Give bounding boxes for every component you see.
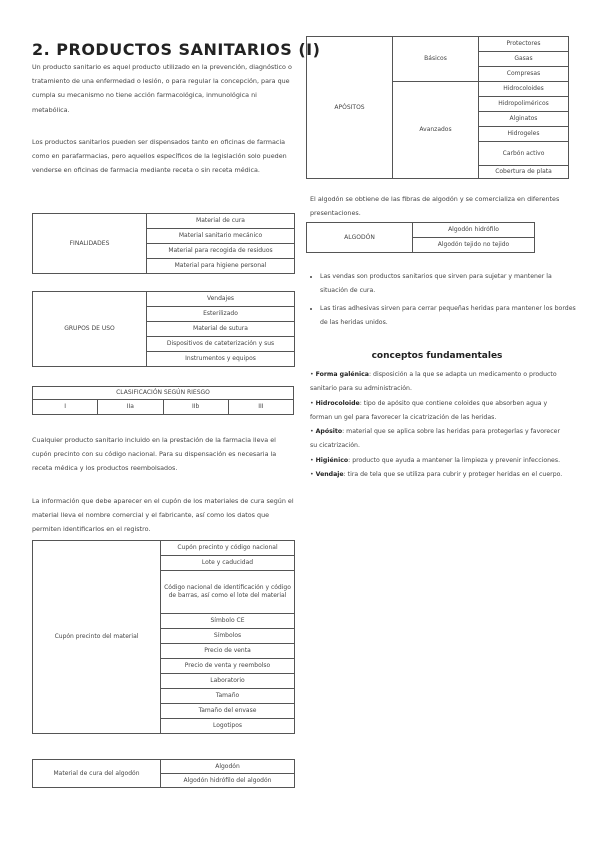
table-row: Lote y caducidad	[161, 556, 295, 571]
list-item: • Apósito: material que se aplica sobre las heridas para protegerlas y favorecer su cicatrización.	[310, 428, 560, 450]
table-cell: III	[228, 400, 293, 415]
table-finalidades	[32, 213, 295, 274]
table-row: Código nacional de identificación y código de barras, así como el lote del material	[161, 571, 295, 614]
intro-paragraph-2: Los productos sanitarios pueden ser dispensados tanto en oficinas de farmacia como en parafarmacias, pero aquellos específicos de la legislación solo pueden venderse en oficinas de farmacia mediante receta o sin receta médica.	[32, 138, 287, 175]
table-row: Algodón	[161, 760, 295, 774]
table-cupon	[32, 540, 295, 734]
concept-term: Hidrocoloide	[315, 399, 360, 407]
concept-term: Forma galénica	[315, 371, 369, 378]
table-row: Hidrocoloides	[479, 82, 569, 97]
list-item: • Las vendas son productos sanitarios que sirven para sujetar y mantener la situación de cura.	[320, 270, 578, 298]
concept-term: Vendaje	[315, 471, 344, 479]
table-algodon	[306, 222, 535, 253]
table-row: Precio de venta y reembolso	[161, 659, 295, 674]
table-apositos	[306, 36, 569, 179]
table-row: Esterilizado	[147, 307, 295, 322]
paragraph-material: La información que debe aparecer en el cupón de los materiales de cura según el material lleva el nombre comercial y el fabricante, así como los datos que permiten identificarlos en el registro.	[32, 497, 294, 534]
list-item: • Forma galénica: disposición a la que se adapta un medicamento o producto sanitario para su administración.	[310, 371, 557, 393]
table-row: Material de sutura	[147, 322, 295, 337]
table-row: Cobertura de plata	[479, 166, 569, 179]
table-apositos-label: APÓSITOS	[307, 37, 393, 179]
table-row: Logotipos	[161, 719, 295, 734]
table-row: Símbolos	[161, 629, 295, 644]
table-row: Precio de venta	[161, 644, 295, 659]
table-row: Protectores	[479, 37, 569, 52]
concept-text: producto que ayuda a mantener la limpieza y prevenir infecciones.	[352, 456, 561, 464]
bullet-list	[306, 270, 578, 330]
table-algodon2-label: ALGODÓN	[307, 223, 413, 253]
table-row: Algodón tejido no tejido	[413, 238, 535, 253]
table-row: Algodón hidrófilo	[413, 223, 535, 238]
table-cell: IIa	[98, 400, 163, 415]
table-row: Vendajes	[147, 292, 295, 307]
concept-text: disposición a la que se adapta un medicamento o producto sanitario para su administración.	[310, 371, 557, 393]
table-row: Símbolo CE	[161, 614, 295, 629]
table-row: Alginatos	[479, 112, 569, 127]
list-item: • Las tiras adhesivas sirven para cerrar pequeñas heridas para mantener los bordes de las heridas unidos.	[320, 302, 578, 330]
table-grupos-label: GRUPOS DE USO	[33, 292, 147, 367]
table-row: Hidrogeles	[479, 127, 569, 142]
table-row: Carbón activo	[479, 142, 569, 166]
intro-paragraph-1: Un producto sanitario es aquel producto utilizado en la prevención, diagnóstico o tratamiento de una enfermedad o lesión, o para regular la concepción, para que cumpla su mecanismo no tiene acción farmacológica, inmunológica ni metabólica.	[32, 63, 292, 114]
table-clasificacion-header: CLASIFICACIÓN SEGÚN RIESGO	[33, 387, 294, 400]
concept-text: material que se aplica sobre las heridas para protegerlas y favorecer su cicatrización.	[310, 428, 560, 450]
table-row: Hidropoliméricos	[479, 97, 569, 112]
table-row: Tamaño	[161, 689, 295, 704]
concept-term: Higiénico	[315, 456, 349, 464]
table-apositos-group: Básicos	[393, 37, 479, 82]
paragraph-algodon: El algodón se obtiene de las fibras de algodón y se comercializa en diferentes presentaciones.	[310, 195, 560, 218]
page-title: 2. PRODUCTOS SANITARIOS (I)	[32, 40, 321, 59]
table-row: Laboratorio	[161, 674, 295, 689]
table-row: Algodón hidrófilo del algodón	[161, 774, 295, 788]
table-row: Material de cura	[147, 214, 295, 229]
concepts-list	[310, 368, 568, 482]
table-row: Material para recogida de residuos	[147, 244, 295, 259]
table-row: Compresas	[479, 67, 569, 82]
table-cupon-label: Cupón precinto del material	[33, 541, 161, 734]
table-row: Dispositivos de cateterización y sus	[147, 337, 295, 352]
concept-text: tipo de apósito que contiene coloides que absorben agua y forman un gel para favorecer la cicatrización de las heridas.	[310, 399, 548, 421]
list-item: • Vendaje: tira de tela que se utiliza para cubrir y proteger heridas en el cuerpo.	[310, 471, 563, 479]
table-row: Cupón precinto y código nacional	[161, 541, 295, 556]
list-item: • Hidrocoloide: tipo de apósito que contiene coloides que absorben agua y forman un gel para favorecer la cicatrización de las heridas.	[310, 399, 548, 421]
table-cell: IIb	[163, 400, 228, 415]
table-grupos	[32, 291, 295, 367]
table-cell: I	[33, 400, 98, 415]
table-row: Tamaño del envase	[161, 704, 295, 719]
concept-text: tira de tela que se utiliza para cubrir y proteger heridas en el cuerpo.	[347, 471, 563, 479]
section-subheading: conceptos fundamentales	[371, 351, 503, 361]
table-row: Instrumentos y equipos	[147, 352, 295, 367]
list-item: • Higiénico: producto que ayuda a mantener la limpieza y prevenir infecciones.	[310, 456, 561, 464]
table-apositos-group: Avanzados	[393, 82, 479, 179]
table-row: Gasas	[479, 52, 569, 67]
table-finalidades-label: FINALIDADES	[33, 214, 147, 274]
table-row: Material sanitario mecánico	[147, 229, 295, 244]
table-algodon-material	[32, 759, 295, 788]
table-row: Material para higiene personal	[147, 259, 295, 274]
table-algodon-label: Material de cura del algodón	[33, 760, 161, 788]
concept-term: Apósito	[315, 428, 343, 436]
table-clasificacion	[32, 386, 294, 415]
paragraph-cupon: Cualquier producto sanitario incluido en la prestación de la farmacia lleva el cupón precinto con su código nacional. Para su dispensación es necesaria la receta médica y los productos reembolsados.	[32, 436, 277, 473]
